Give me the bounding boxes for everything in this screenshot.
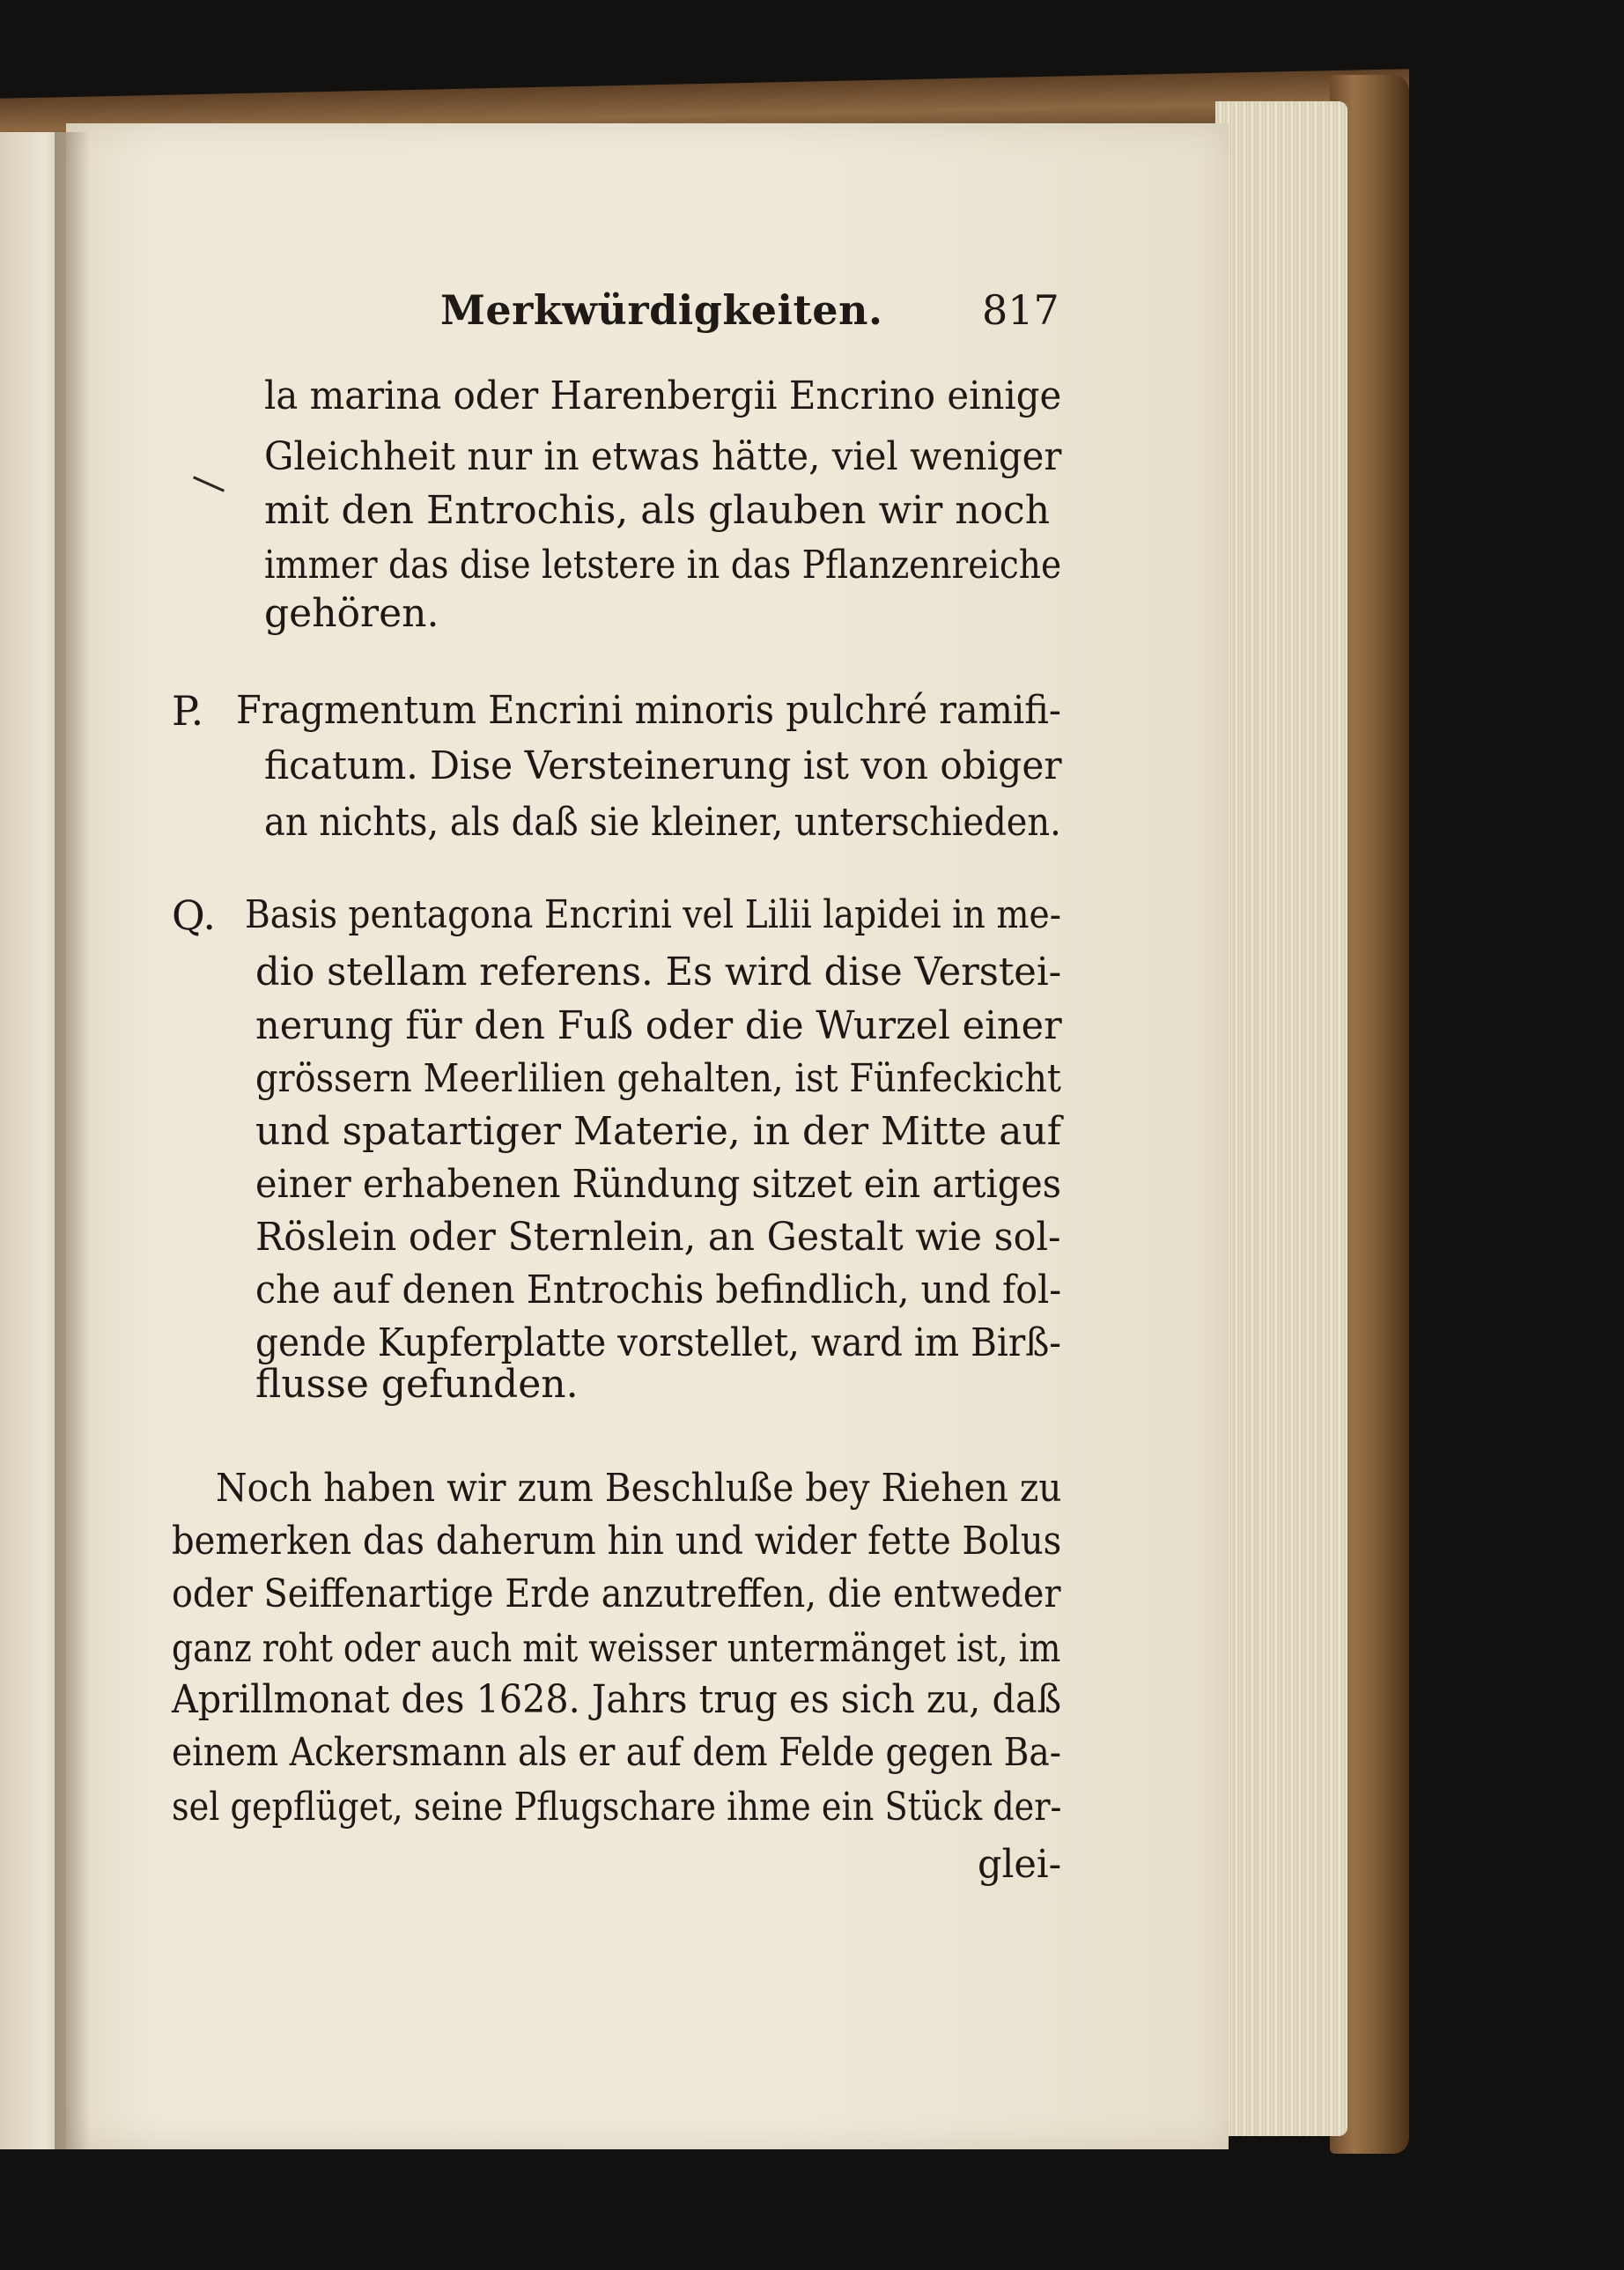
catchword: glei- <box>978 1842 1062 1887</box>
text-line: che auf denen Entrochis befindlich, und fol- <box>255 1268 1062 1312</box>
running-head: Merkwürdigkeiten. <box>440 286 883 334</box>
text-line: mit den Entrochis, als glauben wir noch <box>264 488 1051 533</box>
text-line: Röslein oder Sternlein, an Gestalt wie sol- <box>255 1215 1061 1260</box>
text-line: nerung für den Fuß oder die Wurzel einer <box>255 1003 1062 1048</box>
text-line: und spatartiger Materie, in der Mitte auf <box>255 1109 1062 1154</box>
text-line: einem Ackersmann als er auf dem Felde gegen Ba- <box>172 1730 1061 1775</box>
entry-label-q: Q. <box>172 891 217 939</box>
text-line: la marina oder Harenbergii Encrino einige <box>264 373 1062 418</box>
text-line: an nichts, als daß sie kleiner, unterschieden. <box>264 800 1061 845</box>
text-line: dio stellam referens. Es wird dise Verstei- <box>255 950 1062 995</box>
text-line: einer erhabenen Ründung sitzet ein artiges <box>255 1162 1061 1207</box>
page-number: 817 <box>982 286 1059 334</box>
text-line: bemerken das daherum hin und wider fette Bolus <box>172 1519 1062 1564</box>
text-line: immer das dise letstere in das Pflanzenreiche <box>264 543 1062 588</box>
text-line: Gleichheit nur in etwas hätte, viel weniger <box>264 434 1062 479</box>
text-line: Aprillmonat des 1628. Jahrs trug es sich zu, daß <box>172 1677 1062 1722</box>
text-line: oder Seiffenartige Erde anzutreffen, die entweder <box>172 1571 1061 1616</box>
text-line: ganz roht oder auch mit weisser untermänget ist, im <box>172 1626 1061 1671</box>
page-edges <box>1215 101 1347 2136</box>
text-line: sel gepflüget, seine Pflugschare ihme ein Stück der- <box>172 1785 1062 1830</box>
gutter-shadow <box>55 132 90 2149</box>
text-line: Basis pentagona Encrini vel Lilii lapidei in me- <box>245 892 1061 937</box>
text-line: flusse gefunden. <box>255 1362 579 1407</box>
entry-label-p: P. <box>172 687 204 735</box>
text-line: Noch haben wir zum Beschluße bey Riehen zu <box>216 1466 1062 1511</box>
text-line: ficatum. Dise Versteinerung ist von obiger <box>264 743 1062 788</box>
text-line: gende Kupferplatte vorstellet, ward im Birß- <box>255 1320 1061 1365</box>
text-line: gehören. <box>264 591 439 636</box>
text-line: grössern Meerlilien gehalten, ist Fünfeckicht <box>255 1056 1061 1101</box>
text-line: Fragmentum Encrini minoris pulchré ramiﬁ- <box>236 688 1061 733</box>
